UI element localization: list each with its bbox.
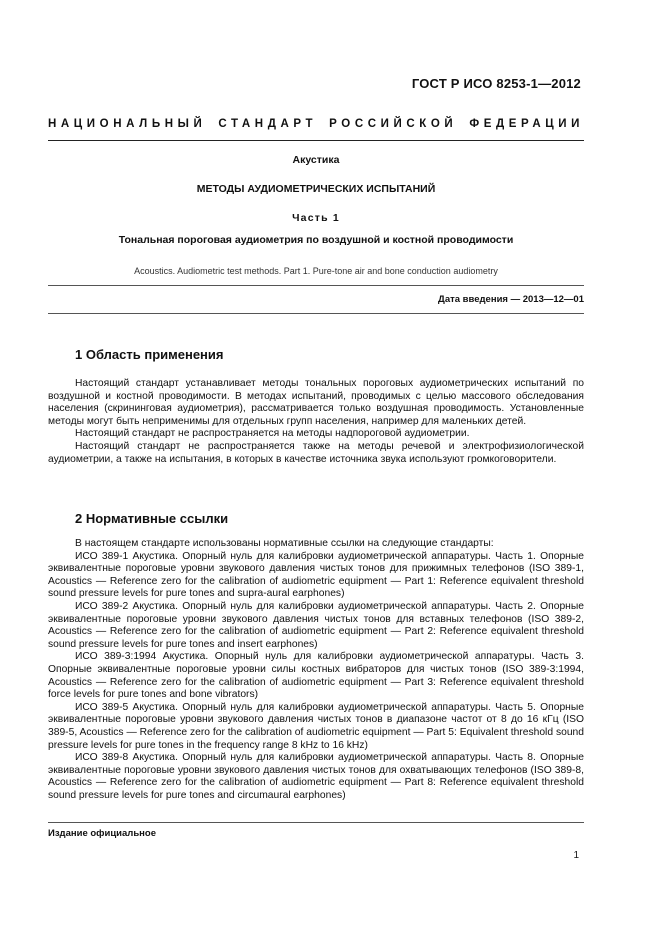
document-title: МЕТОДЫ АУДИОМЕТРИЧЕСКИХ ИСПЫТАНИЙ (196, 183, 436, 195)
footer-divider (48, 822, 584, 823)
effective-date: Дата введения — 2013—12—01 (438, 294, 584, 305)
paragraph: В настоящем стандарте использованы нормативные ссылки на следующие стандарты: (75, 538, 494, 549)
reference-entry: ИСО 389-1 Акустика. Опорный нуль для калибровки аудиометрической аппаратуры. Часть 1. Опорные эквивалентные пороговые уровни звукового давления чистых тонов для прижимных телефонов (ISO 389-1, Acoustics — Reference zero for the calibration of audiometric equipment — Part 1: Reference equivalent threshold sound pressure levels for pure tones and supra-aural earphones) (48, 550, 584, 600)
page-number: 1 (573, 850, 579, 861)
date-divider (48, 313, 584, 314)
reference-entry: ИСО 389-8 Акустика. Опорный нуль для калибровки аудиометрической аппаратуры. Часть 8. Опорные эквивалентные пороговые уровни звукового давления чистых тонов для охватывающих телефонов (ISO 389-8, Acoustics — Reference zero for the calibration of audiometric equipment — Part 8: Reference equivalent threshold sound pressure levels for pure tones and circumaural earphones) (48, 752, 584, 801)
title-divider (48, 285, 584, 286)
reference-entry: ИСО 389-5 Акустика. Опорный нуль для калибровки аудиометрической аппаратуры. Часть 5. Опорные эквивалентные пороговые уровни звукового давления чистых тонов в диапазоне частот от 8 до 16 кГц (ISO 389-5, Acoustics — Reference zero for the calibration of audiometric equipment — Part 5: Equivalent threshold sound pressure levels for pure tones in the frequency range 8 kHz to 16 kHz) (48, 701, 584, 751)
banner-word: НАЦИОНАЛЬНЫЙ (48, 118, 207, 130)
banner-word: ФЕДЕРАЦИИ (469, 118, 584, 130)
section-2-heading: 2 Нормативные ссылки (75, 511, 229, 526)
paragraph: Настоящий стандарт не распространяется на методы надпороговой аудиометрии. (75, 428, 470, 440)
part-label: Часть 1 (292, 212, 340, 224)
banner-word: РОССИЙСКОЙ (329, 118, 458, 130)
subject-title: Акустика (292, 154, 340, 166)
section-2-body (48, 538, 584, 802)
national-standard-banner (48, 118, 584, 130)
paragraph: Настоящий стандарт устанавливает методы тональных пороговых аудиометрических испытаний по воздушной и костной проводимости. В методах испытаний, проводимых с целью массового обследования населения (скрининговая аудиометрия), рассматривается только воздушная проводимость. Установленные методы могут быть неприменимы для отдельных групп населения, например для маленьких детей. (48, 378, 584, 427)
paragraph: Настоящий стандарт не распространяется также на методы речевой и электрофизиологической аудиометрии, а также на испытания, в которых в качестве источника звука используют громкоговорители. (48, 440, 584, 465)
english-title: Acoustics. Audiometric test methods. Part 1. Pure-tone air and bone conduction audiometry (134, 266, 498, 276)
reference-entry: ИСО 389-3:1994 Акустика. Опорный нуль для калибровки аудиометрической аппаратуры. Часть 3. Опорные эквивалентные пороговые уровни силы костных вибраторов для чистых тонов (ISO 389-3:1994, Acoustics — Reference zero for the calibration of audiometric equipment — Part 3: Reference equivalent threshold force levels for pure tones and bone vibrators) (48, 651, 584, 701)
document-subtitle: Тональная пороговая аудиометрия по воздушной и костной проводимости (118, 234, 514, 246)
header-divider (48, 140, 584, 141)
reference-entry: ИСО 389-2 Акустика. Опорный нуль для калибровки аудиометрической аппаратуры. Часть 2. Опорные эквивалентные пороговые уровни звукового давления чистых тонов для вставных телефонов (ISO 389-2, Acoustics — Reference zero for the calibration of audiometric equipment — Part 2: Reference equivalent threshold sound pressure levels for pure tones and insert earphones) (48, 600, 584, 650)
section-1-body (48, 378, 584, 466)
banner-word: СТАНДАРТ (218, 118, 318, 130)
document-code: ГОСТ Р ИСО 8253-1—2012 (411, 76, 581, 91)
edition-label: Издание официальное (48, 828, 156, 839)
section-1-heading: 1 Область применения (75, 347, 224, 362)
